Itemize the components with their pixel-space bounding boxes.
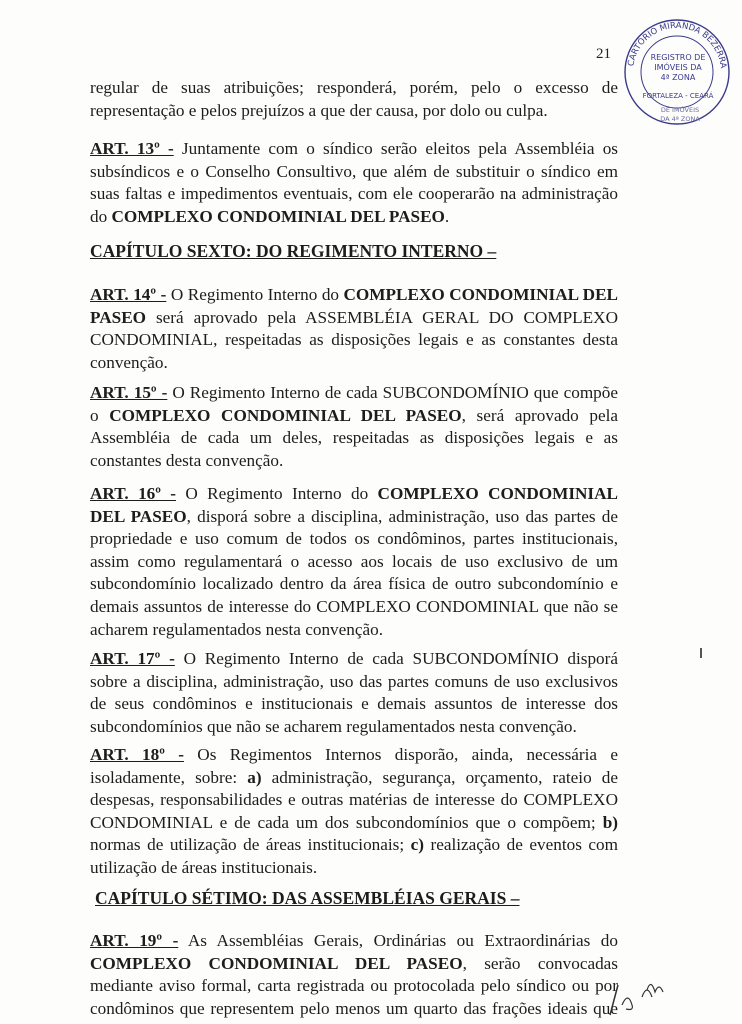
svg-text:REGISTRO DE: REGISTRO DE: [650, 53, 706, 62]
article-18: [90, 744, 618, 880]
article-14: [90, 284, 618, 374]
svg-text:DA 4ª ZONA: DA 4ª ZONA: [660, 115, 700, 123]
text-line: de seus condôminos e institucionais e demais assuntos de interesse dos: [90, 694, 618, 714]
text-line: ART. 15º - O Regimento Interno de cada SUBCONDOMÍNIO que compõe: [90, 383, 619, 402]
text-line: CONDOMINIAL, respeitadas as disposições legais e as constantes desta: [90, 330, 618, 350]
svg-text:DE IMÓVEIS: DE IMÓVEIS: [660, 106, 700, 114]
text-line: subsíndicos e o Conselho Consultivo, que além de substituir o síndico em: [90, 161, 618, 181]
text-line: constantes desta convenção.: [90, 450, 284, 470]
text-line: regular de suas atribuições; responderá, porém, pelo o excesso de: [90, 78, 618, 97]
text-line: suas faltas e impedimentos eventuais, com ele cooperarão na administração: [90, 184, 618, 204]
text-line: Assembléia de cada um deles, respeitadas as disposições legais e as: [90, 428, 618, 448]
svg-text:4ª ZONA: 4ª ZONA: [660, 73, 696, 82]
text-line: assim como regulamentará o acesso aos locais de uso exclusivo de um: [90, 551, 618, 571]
article-label: ART. 13º -: [90, 139, 174, 158]
article-15: [90, 382, 618, 472]
text-line: normas de utilização de áreas institucionais; c) realização de eventos com: [90, 835, 618, 855]
seal-stamp-graphic: [618, 8, 736, 138]
text-line: propriedade e uso comum de todos os condôminos, partes institucionais,: [90, 529, 618, 549]
article-19: [90, 930, 618, 1020]
text-line: acharem regulamentados nesta convenção.: [90, 619, 384, 639]
svg-text:FORTALEZA - CEARÁ: FORTALEZA - CEARÁ: [642, 92, 714, 100]
article-16: [90, 483, 618, 641]
text-line: do COMPLEXO CONDOMINIAL DEL PASEO.: [90, 206, 450, 226]
text-line: despesas, responsabilidades e outras matérias de interesse do COMPLEXO: [90, 790, 618, 810]
text-line: convenção.: [90, 352, 168, 372]
text-line: PASEO será aprovado pela ASSEMBLÉIA GERAL DO COMPLEXO: [90, 307, 618, 327]
text-line: ART. 16º - O Regimento Interno do COMPLEXO CONDOMINIAL: [90, 484, 618, 503]
text-line: subcondomínios que não se acharem regulamentados nesta convenção.: [90, 716, 577, 736]
page-number: 21: [596, 46, 611, 62]
text-line: sobre a disciplina, administração, uso das partes comuns de uso exclusivos: [90, 671, 618, 691]
handwritten-initials: [600, 975, 680, 1020]
text-line: subcondomínio localizado dentro da área física de outro subcondomínio e: [90, 574, 618, 594]
text-line: isoladamente, sobre: a) administração, segurança, orçamento, rateio de: [90, 767, 618, 787]
text-line: utilização de áreas institucionais.: [90, 857, 318, 877]
text-line: condôminos que representem pelo menos um quarto das frações ideais que: [90, 998, 618, 1018]
seal-ring-text: CARTÓRIO MIRANDA BEZERRA: [626, 20, 728, 70]
text-line: representação e pelos prejuízos a que der causa, por dolo ou culpa.: [90, 100, 548, 120]
text-line: ART. 17º - O Regimento Interno de cada SUBCONDOMÍNIO disporá: [90, 649, 618, 668]
chapter-heading-sixth: CAPÍTULO SEXTO: DO REGIMENTO INTERNO –: [90, 241, 497, 261]
paragraph-intro: [90, 77, 618, 122]
article-17: [90, 648, 618, 738]
text-line: ART. 18º - Os Regimentos Internos disporão, ainda, necessária e: [90, 745, 619, 764]
text-line: o COMPLEXO CONDOMINIAL DEL PASEO, será aprovado pela: [90, 405, 619, 425]
article-13: [90, 138, 618, 228]
text-line: demais assuntos de interesse do COMPLEXO CONDOMINIAL que não se: [90, 596, 618, 616]
chapter-heading-seventh: CAPÍTULO SÉTIMO: DAS ASSEMBLÉIAS GERAIS –: [95, 888, 520, 908]
svg-text:IMÓVEIS DA: IMÓVEIS DA: [654, 63, 702, 72]
text-line: CONDOMINIAL e de cada um dos subcondomínios que o compõem; b): [90, 812, 618, 832]
text-line: ART. 13º - Juntamente com o síndico serão eleitos pela Assembléia os: [90, 139, 618, 158]
text-line: DEL PASEO, disporá sobre a disciplina, administração, uso das partes de: [90, 506, 619, 526]
notary-seal: [618, 8, 736, 138]
scan-mark: [700, 648, 702, 658]
text-line: ART. 19º - As Assembléias Gerais, Ordinárias ou Extraordinárias do: [90, 931, 618, 950]
text-line: COMPLEXO CONDOMINIAL DEL PASEO, serão convocadas: [90, 953, 618, 973]
text-line: mediante aviso formal, carta registrada ou protocolada pelo síndico ou por: [90, 976, 618, 996]
text-line: ART. 14º - O Regimento Interno do COMPLEXO CONDOMINIAL DEL: [90, 285, 618, 304]
